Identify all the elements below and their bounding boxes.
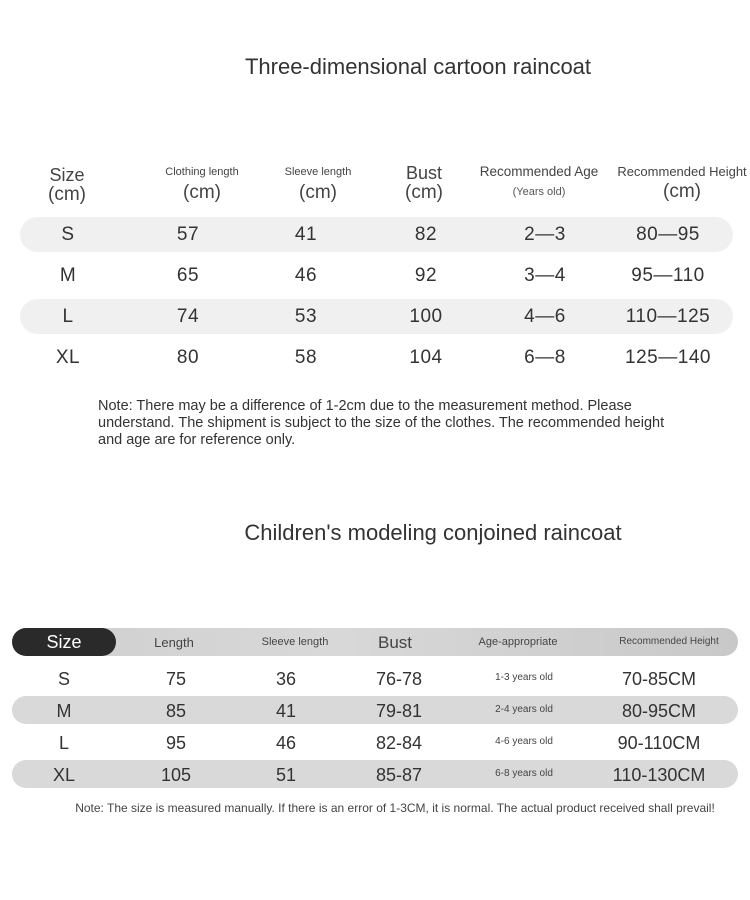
- cell-length: 105: [160, 765, 192, 785]
- cell-sleeve-length: 46: [275, 733, 297, 753]
- cell-height: 90-110CM: [617, 733, 701, 753]
- header-bust: [384, 163, 464, 203]
- cell-bust: 82-84: [375, 733, 423, 753]
- cell-age: 6—8: [524, 347, 566, 368]
- header-sleeve-length-unit: (cm): [299, 182, 337, 203]
- cell-height: 95—110: [631, 265, 705, 286]
- cell-length: 75: [165, 669, 187, 689]
- header-bust-label: Bust: [405, 163, 443, 183]
- cell-length: 85: [165, 701, 187, 721]
- cell-clothing-length: 74: [176, 306, 200, 327]
- cell-age: 2-4 years old: [495, 704, 553, 715]
- header-size: [27, 165, 107, 205]
- cell-sleeve-length: 41: [294, 224, 318, 245]
- cell-sleeve-length: 51: [275, 765, 297, 785]
- cell-clothing-length: 80: [176, 347, 200, 368]
- cell-sleeve-length: 53: [294, 306, 318, 327]
- table-row: [12, 696, 738, 724]
- cell-age: 1-3 years old: [495, 672, 553, 683]
- cell-size: M: [56, 701, 72, 721]
- table-row: [12, 664, 738, 692]
- cell-clothing-length: 57: [176, 224, 200, 245]
- header-size-unit: (cm): [48, 184, 86, 205]
- cell-length: 95: [165, 733, 187, 753]
- cell-age: 2—3: [524, 224, 566, 245]
- cell-age: 4-6 years old: [495, 736, 553, 747]
- section1-title: Three-dimensional cartoon raincoat: [244, 54, 592, 79]
- header-recommended-height: [617, 163, 747, 203]
- table-row: [20, 299, 733, 334]
- cell-height: 110—125: [625, 306, 711, 327]
- cell-bust: 79-81: [375, 701, 423, 721]
- cell-bust: 85-87: [375, 765, 423, 785]
- cell-bust: 92: [414, 265, 438, 286]
- cell-clothing-length: 65: [176, 265, 200, 286]
- cell-bust: 82: [414, 224, 438, 245]
- cell-height: 70-85CM: [621, 669, 697, 689]
- header-clothing-length-label: Clothing length: [165, 166, 239, 178]
- table-row: [12, 760, 738, 788]
- cell-size: L: [62, 306, 74, 327]
- cell-size: S: [57, 669, 70, 689]
- cell-sleeve-length: 58: [294, 347, 318, 368]
- header-sleeve-length: Sleeve length: [261, 636, 329, 648]
- table-row: [20, 258, 733, 293]
- cell-height: 80-95CM: [621, 701, 697, 721]
- cell-age: 3—4: [524, 265, 566, 286]
- table-row: [20, 217, 733, 252]
- cell-size: M: [59, 265, 77, 286]
- cell-height: 125—140: [625, 347, 711, 368]
- section2-title: Children's modeling conjoined raincoat: [244, 520, 622, 545]
- cell-size: L: [58, 733, 69, 753]
- cell-size: XL: [55, 347, 81, 368]
- header-bust-unit: (cm): [405, 182, 443, 203]
- table-row: [12, 728, 738, 756]
- section1-note: Note: There may be a difference of 1-2cm due to the measurement method. Please understand. The shipment is subject to the size of the clothes. The recommended height and age are for reference only.: [98, 398, 665, 448]
- header-recommended-height: Recommended Height: [619, 636, 719, 647]
- header-bust: Bust: [377, 633, 413, 652]
- header-clothing-length: [142, 162, 262, 204]
- cell-bust: 76-78: [375, 669, 423, 689]
- section2-note: Note: The size is measured manually. If there is an error of 1-3CM, it is normal. The actual product received shall prevail!: [75, 801, 715, 815]
- header-recommended-age: [474, 163, 604, 203]
- header-size: Size: [12, 628, 116, 656]
- header-recommended-height-unit: (cm): [663, 181, 701, 202]
- header-age-appropriate: Age-appropriate: [478, 636, 558, 648]
- table-header: [12, 628, 738, 656]
- header-recommended-age-label: Recommended Age: [479, 164, 599, 179]
- header-length: Length: [154, 635, 194, 650]
- cell-size: XL: [52, 765, 76, 785]
- header-recommended-height-label: Recommended Height: [617, 164, 747, 179]
- cell-age: 4—6: [524, 306, 566, 327]
- cell-bust: 100: [409, 306, 443, 327]
- header-clothing-length-unit: (cm): [183, 182, 221, 203]
- header-size-label: Size: [49, 165, 85, 185]
- table-row: [20, 340, 733, 375]
- header-sleeve-length-label: Sleeve length: [284, 166, 352, 178]
- cell-height: 110-130CM: [612, 765, 706, 785]
- cell-bust: 104: [409, 347, 443, 368]
- cell-size: S: [61, 224, 75, 245]
- cell-age: 6-8 years old: [495, 768, 553, 779]
- cell-height: 80—95: [636, 224, 700, 245]
- cell-sleeve-length: 46: [294, 265, 318, 286]
- header-recommended-age-unit: (Years old): [512, 186, 566, 198]
- cell-sleeve-length: 41: [275, 701, 297, 721]
- header-sleeve-length: [258, 162, 378, 204]
- cell-sleeve-length: 36: [275, 669, 297, 689]
